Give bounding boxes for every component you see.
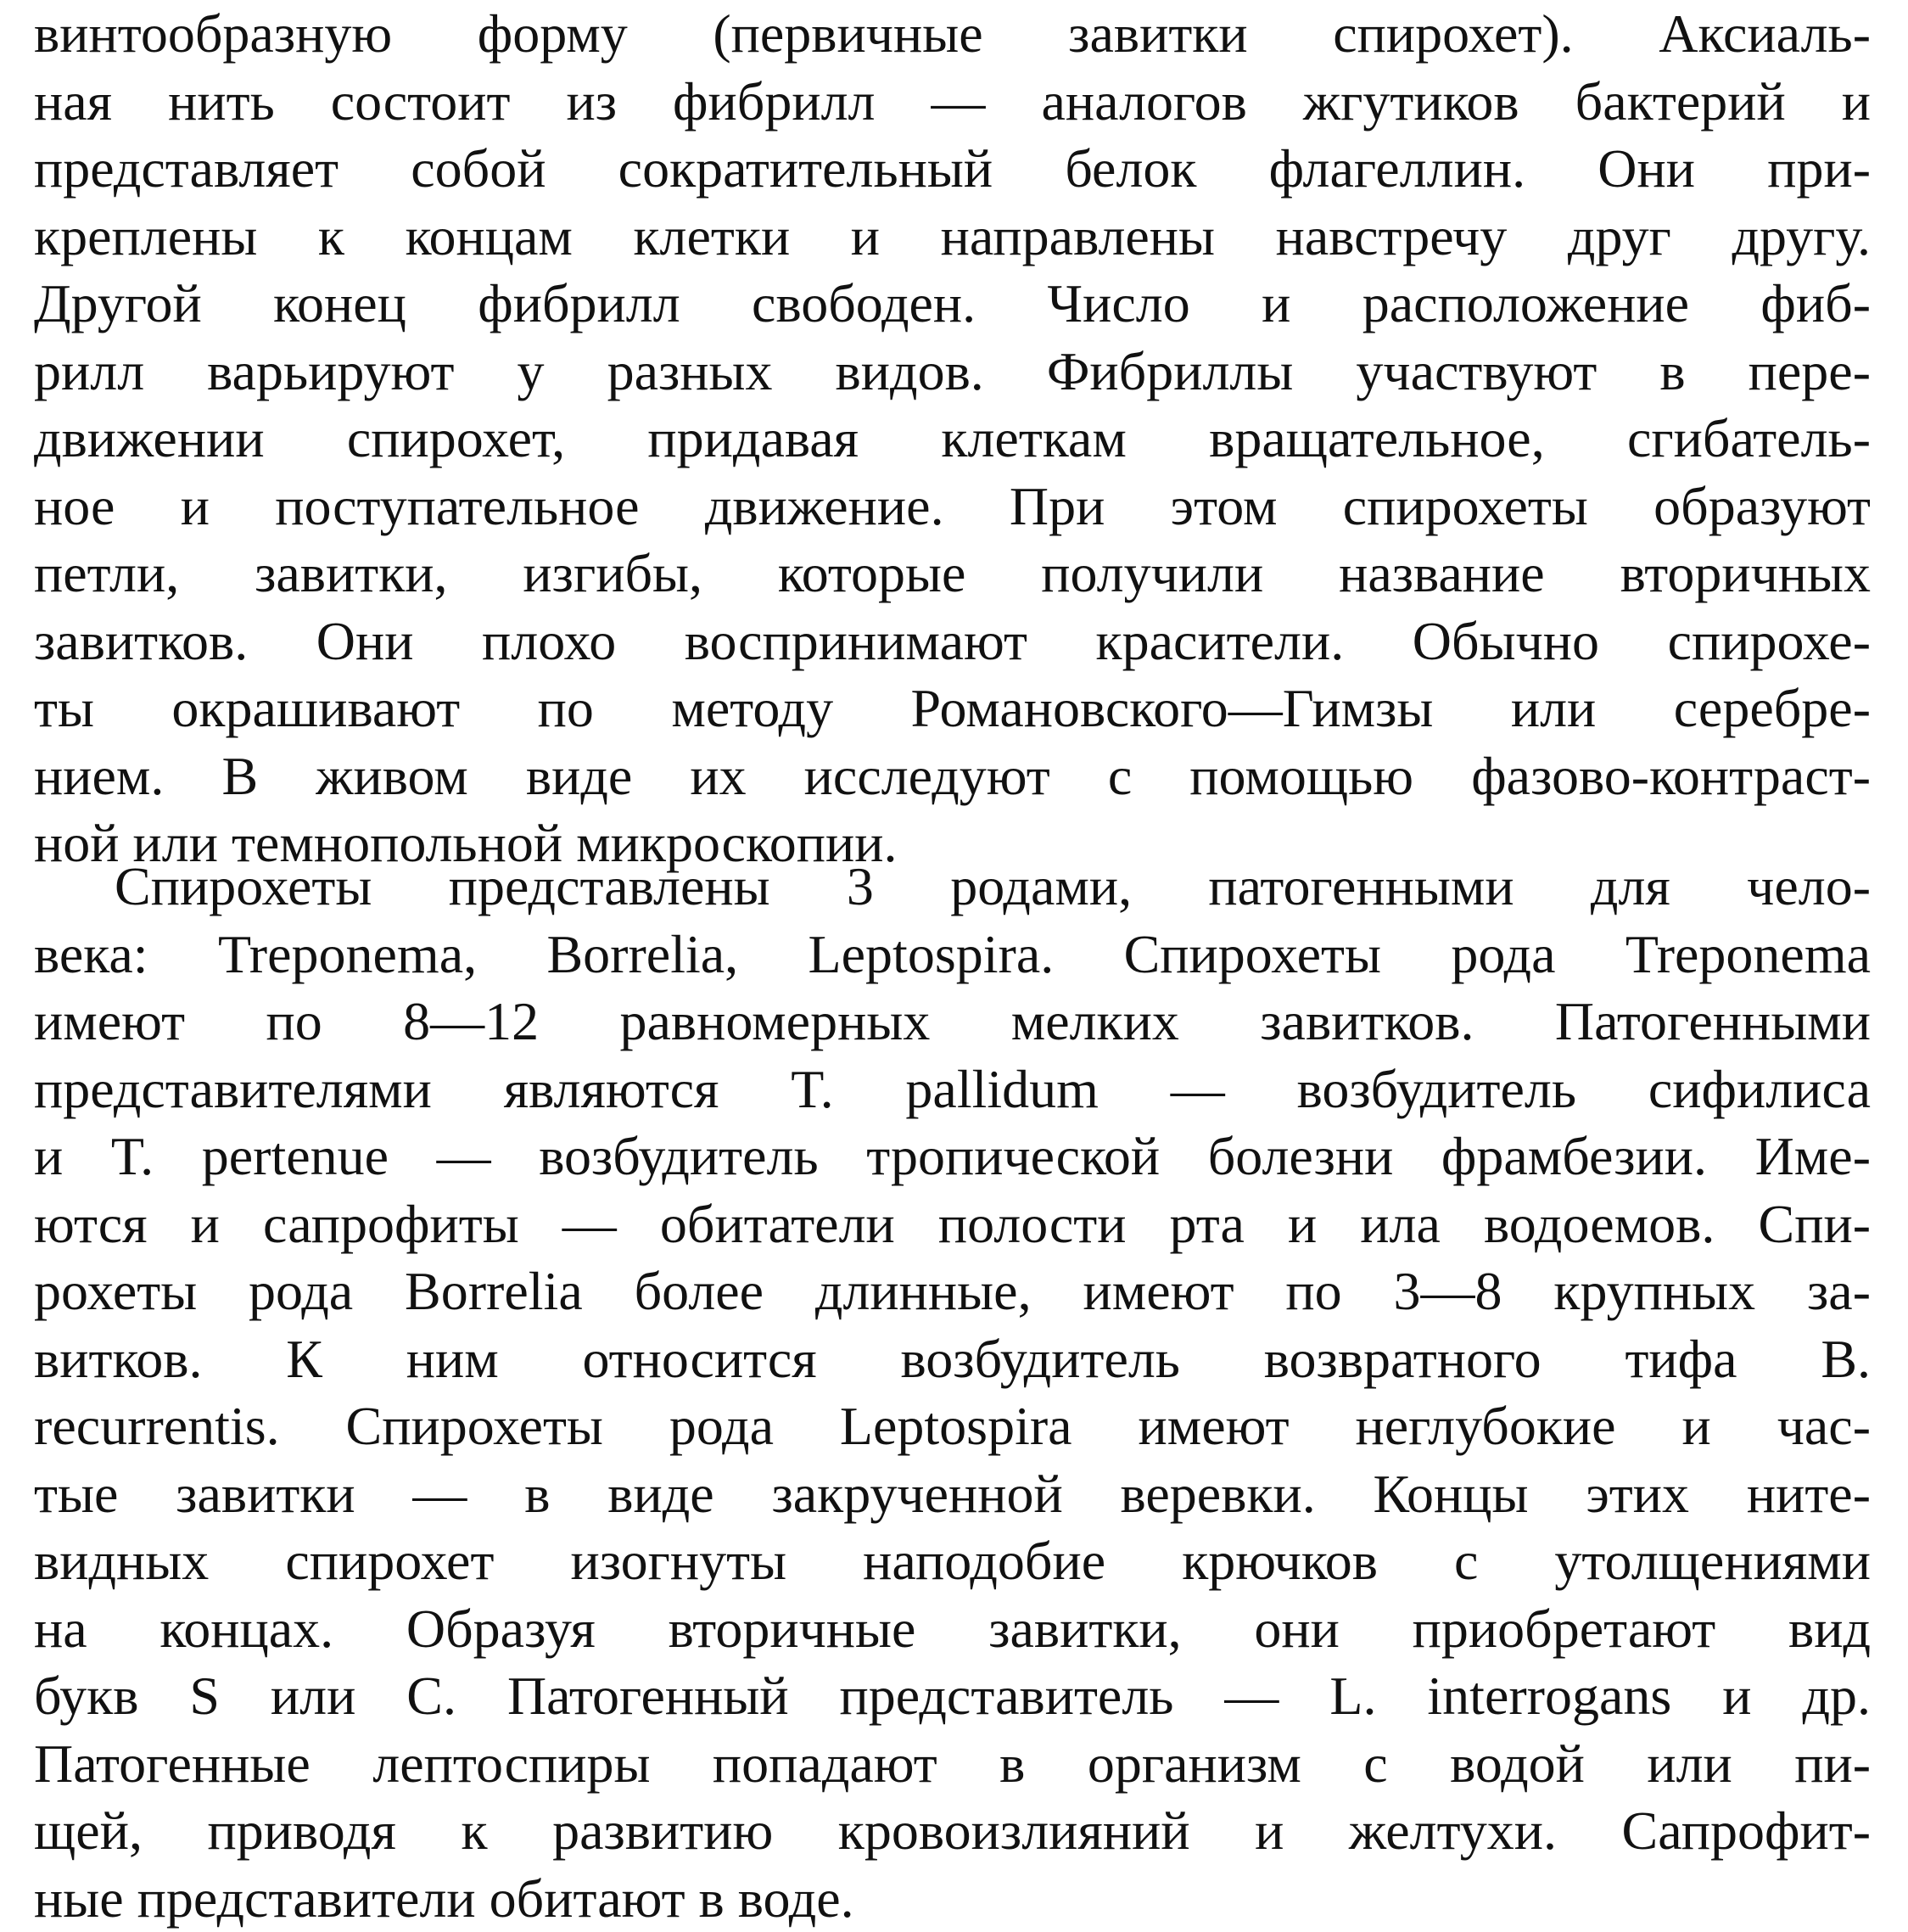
text-line: букв S или C. Патогенный представитель — L. interrogans и др. bbox=[34, 1662, 1871, 1730]
text-line: завитков. Они плохо воспринимают красители. Обычно спирохе- bbox=[34, 608, 1871, 675]
text-line: витков. К ним относится возбудитель возвратного тифа B. bbox=[34, 1325, 1871, 1393]
text-line: recurrentis. Спирохеты рода Leptospira имеют неглубокие и час- bbox=[34, 1392, 1871, 1460]
text-line: винтообразную форму (первичные завитки спирохет). Аксиаль- bbox=[34, 0, 1871, 68]
text-line: петли, завитки, изгибы, которые получили название вторичных bbox=[34, 540, 1871, 608]
text-line: ты окрашивают по методу Романовского—Гимзы или серебре- bbox=[34, 675, 1871, 742]
text-line: тые завитки — в виде закрученной веревки. Концы этих ните- bbox=[34, 1460, 1871, 1528]
text-line: и T. pertenue — возбудитель тропической болезни фрамбезии. Име- bbox=[34, 1123, 1871, 1190]
text-line: рилл варьируют у разных видов. Фибриллы участвуют в пере- bbox=[34, 338, 1871, 406]
text-line: ются и сапрофиты — обитатели полости рта и ила водоемов. Спи- bbox=[34, 1190, 1871, 1258]
paragraph-spirochete-genera bbox=[34, 853, 1871, 1932]
text-line: ной или темнопольной микроскопии. bbox=[34, 809, 1871, 877]
text-line: представляет собой сократительный белок флагеллин. Они при- bbox=[34, 135, 1871, 203]
text-line: рохеты рода Borrelia более длинные, имеют по 3—8 крупных за- bbox=[34, 1257, 1871, 1325]
text-line: ные представители обитают в воде. bbox=[34, 1865, 1871, 1932]
text-line: нием. В живом виде их исследуют с помощью фазово-контраст- bbox=[34, 742, 1871, 810]
text-line: креплены к концам клетки и направлены навстречу друг другу. bbox=[34, 203, 1871, 271]
text-line: щей, приводя к развитию кровоизлияний и желтухи. Сапрофит- bbox=[34, 1797, 1871, 1865]
text-line: века: Treponema, Borrelia, Leptospira. Спирохеты рода Treponema bbox=[34, 921, 1871, 988]
paragraph-spirochete-structure bbox=[34, 0, 1871, 877]
text-line: Спирохеты представлены 3 родами, патогенными для чело- bbox=[34, 853, 1871, 921]
text-line: Другой конец фибрилл свободен. Число и расположение фиб- bbox=[34, 270, 1871, 338]
text-line: ное и поступательное движение. При этом спирохеты образуют bbox=[34, 473, 1871, 540]
text-line: движении спирохет, придавая клеткам вращательное, сгибатель- bbox=[34, 405, 1871, 473]
text-line: ная нить состоит из фибрилл — аналогов жгутиков бактерий и bbox=[34, 68, 1871, 136]
text-line: на концах. Образуя вторичные завитки, они приобретают вид bbox=[34, 1595, 1871, 1663]
text-line: Патогенные лептоспиры попадают в организм с водой или пи- bbox=[34, 1730, 1871, 1798]
text-line: представителями являются T. pallidum — возбудитель сифилиса bbox=[34, 1056, 1871, 1123]
text-line: имеют по 8—12 равномерных мелких завитков. Патогенными bbox=[34, 988, 1871, 1056]
text-line: видных спирохет изогнуты наподобие крючков с утолщениями bbox=[34, 1527, 1871, 1595]
